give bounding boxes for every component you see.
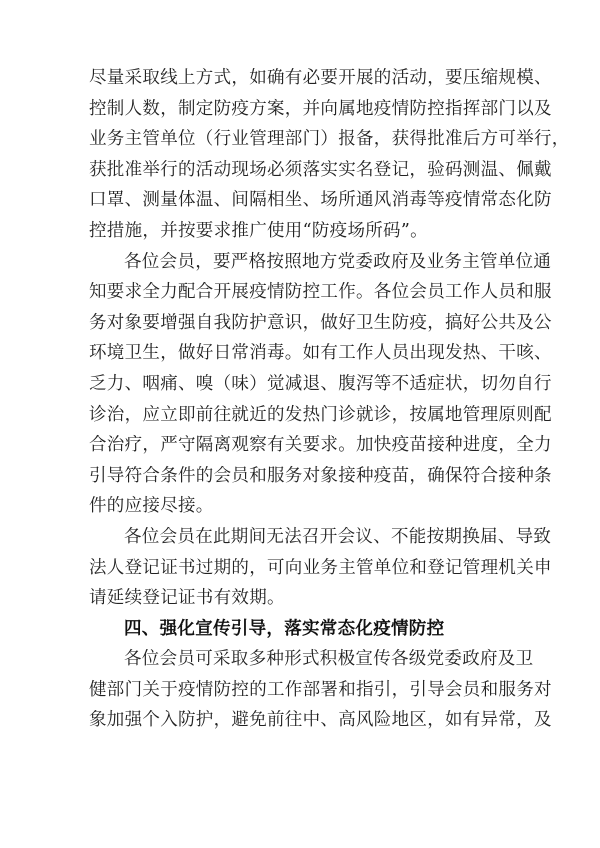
paragraph-line: 引导符合条件的会员和服务对象接种疫苗，确保符合接种条: [89, 465, 552, 486]
paragraph-line: 控措施，并按要求推广使用“防疫场所码”。: [89, 220, 428, 241]
paragraph-line: 业务主管单位（行业管理部门）报备，获得批准后方可举行，: [89, 129, 570, 150]
paragraph-line: 乏力、咽痛、嗅（味）觉减退、腹泻等不适症状，切勿自行: [89, 373, 552, 394]
paragraph-1: [89, 63, 570, 247]
paragraph-line: 合治疗，严守隔离观察有关要求。加快疫苗接种进度，全力: [89, 435, 552, 456]
paragraph-line: 务对象要增强自我防护意识，做好卫生防疫，搞好公共及公: [89, 312, 552, 333]
paragraph-line: 环境卫生，做好日常消毒。如有工作人员出现发热、干咳、: [89, 343, 552, 364]
paragraph-line: 知要求全力配合开展疫情防控工作。各位会员工作人员和服: [89, 282, 552, 303]
paragraph-2: [89, 247, 552, 522]
section-heading: 四、强化宣传引导，落实常态化疫情防控: [124, 618, 445, 639]
paragraph-line: 法人登记证书过期的，可向业务主管单位和登记管理机关申: [89, 557, 552, 578]
paragraph-line: 件的应接尽接。: [89, 496, 214, 517]
paragraph-line: 控制人数，制定防疫方案，并向属地疫情防控指挥部门以及: [89, 98, 552, 119]
paragraph-line: 各位会员，要严格按照地方党委政府及业务主管单位通: [124, 251, 552, 272]
paragraph-line: 健部门关于疫情防控的工作部署和指引，引导会员和服务对: [89, 679, 552, 700]
paragraph-4: [89, 644, 552, 736]
paragraph-3: [89, 522, 552, 614]
paragraph-line: 尽量采取线上方式，如确有必要开展的活动，要压缩规模、: [89, 68, 552, 88]
paragraph-line: 诊治，应立即前往就近的发热门诊就诊，按属地管理原则配: [89, 404, 552, 425]
paragraph-line: 请延续登记证书有效期。: [89, 588, 285, 609]
paragraph-line: 各位会员在此期间无法召开会议、不能按期换届、导致: [124, 526, 552, 547]
section-heading-4: [89, 614, 513, 645]
paragraph-line: 口罩、测量体温、间隔相坐、场所通风消毒等疫情常态化防: [89, 190, 552, 211]
document-body: [89, 63, 570, 736]
paragraph-line: 象加强个入防护，避免前往中、高风险地区，如有异常，及: [89, 710, 552, 731]
paragraph-line: 获批准举行的活动现场必须落实实名登记，验码测温、佩戴: [89, 159, 552, 180]
paragraph-line: 各位会员可采取多种形式积极宣传各级党委政府及卫: [124, 649, 534, 670]
